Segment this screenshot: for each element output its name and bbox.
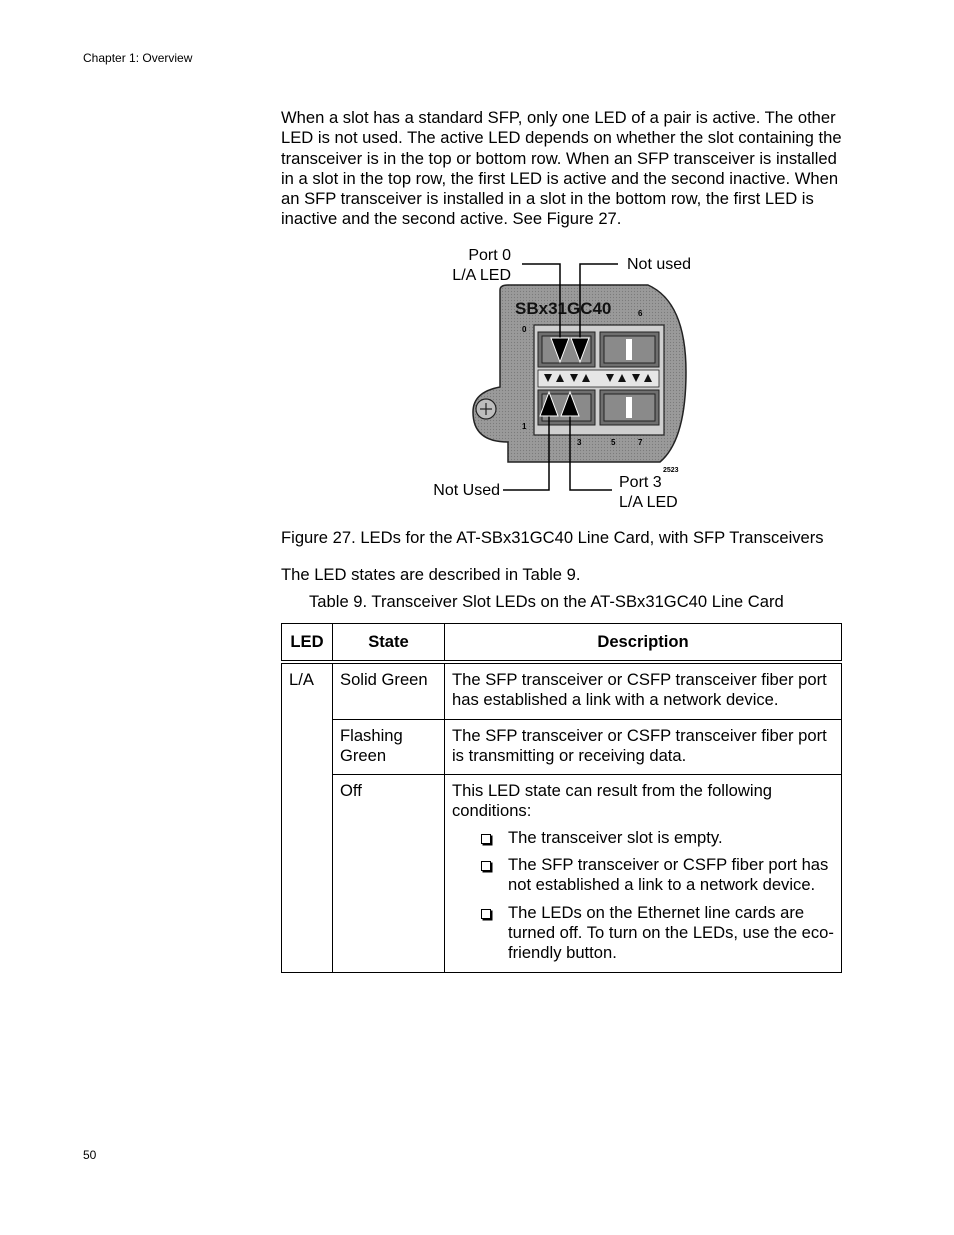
- port-number-5: 5: [611, 438, 616, 447]
- led-strip: [538, 370, 659, 387]
- card-model-label: SBx31GC40: [515, 299, 612, 318]
- port-number-0: 0: [522, 325, 527, 334]
- table-row: [282, 775, 842, 972]
- checkbox-bullet-icon: [481, 861, 491, 871]
- label-not-used-bottom: Not Used: [433, 482, 500, 499]
- header-led: LED: [282, 624, 333, 663]
- list-item-text: The LEDs on the Ethernet line cards are turned off. To turn on the LEDs, use the eco-friendly button.: [508, 902, 834, 963]
- list-item: [452, 903, 834, 964]
- led-states-table: [281, 623, 842, 973]
- port-number-6: 6: [638, 309, 643, 318]
- intro-paragraph: When a slot has a standard SFP, only one LED of a pair is active. The other LED is not used. The active LED depends on whether the slot containing the transceiver is in the top or bottom row. When an SFP transceiver is installed in a slot in the top row, the first LED is active and the second inactive. When an SFP transceiver is installed in a slot in the bottom row, the first LED is inactive and the second active. See Figure 27.: [281, 108, 842, 229]
- table-caption: Table 9. Transceiver Slot LEDs on the AT-SBx31GC40 Line Card: [309, 592, 784, 611]
- screw-icon: [476, 399, 496, 419]
- description-text: This LED state can result from the following conditions:: [452, 781, 773, 821]
- table-intro: The LED states are described in Table 9.: [281, 565, 581, 584]
- state-cell: Solid Green: [333, 662, 445, 719]
- art-number: 2523: [663, 467, 679, 474]
- figure-27-led-diagram: [420, 242, 710, 512]
- label-port0: Port 0: [468, 247, 511, 264]
- list-item-text: The SFP transceiver or CSFP fiber port has not established a link to a network device.: [508, 855, 829, 895]
- state-cell: Flashing Green: [333, 719, 445, 775]
- label-port0-led: L/A LED: [452, 267, 511, 284]
- page-number: 50: [83, 1148, 97, 1162]
- checkbox-bullet-icon: [481, 834, 491, 844]
- description-cell: The SFP transceiver or CSFP transceiver fiber port has established a link with a network device.: [445, 662, 842, 719]
- chapter-header: Chapter 1: Overview: [83, 51, 193, 65]
- led-name-cell: L/A: [282, 662, 333, 972]
- table-row: [282, 662, 842, 719]
- port-number-7: 7: [638, 438, 643, 447]
- description-cell: The SFP transceiver or CSFP transceiver fiber port is transmitting or receiving data.: [445, 719, 842, 775]
- list-item: [452, 855, 834, 896]
- label-port3-led: L/A LED: [619, 494, 678, 511]
- header-state: State: [333, 624, 445, 663]
- description-cell: [445, 775, 842, 972]
- list-item-text: The transceiver slot is empty.: [508, 827, 723, 847]
- table-header-row: [282, 624, 842, 663]
- port-number-1: 1: [522, 422, 527, 431]
- checkbox-bullet-icon: [481, 909, 491, 919]
- port-number-3: 3: [577, 438, 582, 447]
- condition-list: [452, 828, 834, 964]
- header-description: Description: [445, 624, 842, 663]
- label-port3: Port 3: [619, 474, 662, 491]
- table-row: [282, 719, 842, 775]
- figure-caption: Figure 27. LEDs for the AT-SBx31GC40 Line Card, with SFP Transceivers: [281, 528, 824, 547]
- state-cell: Off: [333, 775, 445, 972]
- list-item: [452, 828, 834, 848]
- label-not-used-top: Not used: [627, 256, 692, 273]
